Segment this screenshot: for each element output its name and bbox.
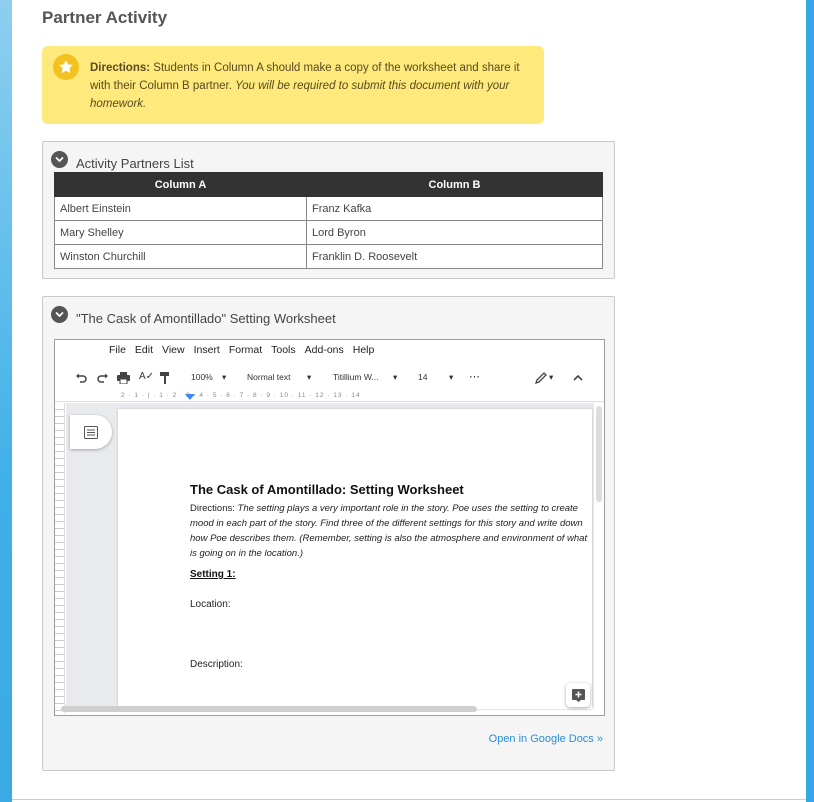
menu-help[interactable]: Help bbox=[352, 344, 375, 356]
chevron-down-icon bbox=[55, 311, 64, 318]
style-select[interactable]: Normal text bbox=[247, 372, 291, 382]
table-cell: Franz Kafka bbox=[307, 197, 603, 221]
pencil-icon[interactable] bbox=[535, 372, 547, 384]
zoom-select[interactable]: 100% bbox=[191, 372, 213, 382]
table-row bbox=[55, 221, 603, 245]
menu-addons[interactable]: Add-ons bbox=[304, 344, 344, 356]
doc-directions-label: Directions: bbox=[190, 503, 238, 514]
menu-insert[interactable]: Insert bbox=[193, 344, 220, 356]
paint-format-icon[interactable] bbox=[160, 372, 171, 384]
collapse-partners-button[interactable] bbox=[51, 151, 68, 168]
chevron-down-icon: ▾ bbox=[449, 372, 454, 382]
table-cell: Mary Shelley bbox=[55, 221, 307, 245]
indent-marker[interactable] bbox=[185, 394, 195, 400]
directions-callout bbox=[42, 46, 544, 124]
worksheet-title: "The Cask of Amontillado" Setting Worksheet bbox=[76, 311, 336, 326]
more-icon[interactable]: ⋯ bbox=[469, 371, 480, 383]
menu-edit[interactable]: Edit bbox=[134, 344, 154, 356]
document-outline-button[interactable] bbox=[70, 415, 112, 449]
horizontal-ruler bbox=[55, 392, 604, 402]
font-select[interactable]: Titillium W... bbox=[333, 372, 379, 382]
google-doc-embed[interactable] bbox=[54, 339, 605, 716]
table-header-row bbox=[55, 173, 603, 197]
redo-icon[interactable] bbox=[97, 373, 109, 383]
partners-title: Activity Partners List bbox=[76, 156, 194, 171]
horizontal-scrollbar[interactable] bbox=[61, 706, 477, 712]
directions-label: Directions: bbox=[90, 62, 151, 74]
table-cell: Lord Byron bbox=[307, 221, 603, 245]
directions-body: Students in Column A should make a copy of the worksheet and share it with their Column B partner. bbox=[90, 62, 520, 92]
directions-text bbox=[90, 59, 520, 113]
chevron-down-icon: ▾ bbox=[222, 372, 227, 382]
directions-italic: You will be required to submit this document with your homework. bbox=[90, 80, 510, 110]
menu-file[interactable]: File bbox=[109, 344, 126, 356]
doc-directions-text: The setting plays a very important role in the story. Poe uses the setting to create mood in each part of the story. Find three of the different settings for this story and write down how Poe describes them. (Remember, setting is also the atmosphere and environment of what is going on in the location.) bbox=[190, 503, 588, 559]
add-comment-icon bbox=[572, 689, 585, 702]
chevron-up-icon[interactable] bbox=[573, 374, 583, 381]
doc-location-label: Location: bbox=[190, 599, 231, 610]
column-a-header: Column A bbox=[55, 173, 307, 197]
doc-description-label: Description: bbox=[190, 659, 243, 670]
star-icon bbox=[53, 54, 79, 80]
page-title: Partner Activity bbox=[42, 8, 168, 27]
collapse-worksheet-button[interactable] bbox=[51, 306, 68, 323]
right-edge-bar bbox=[806, 0, 814, 802]
table-cell: Winston Churchill bbox=[55, 245, 307, 269]
chevron-down-icon bbox=[55, 156, 64, 163]
main-content bbox=[12, 0, 806, 800]
chevron-down-icon: ▾ bbox=[393, 372, 398, 382]
menu-tools[interactable]: Tools bbox=[271, 344, 296, 356]
undo-icon[interactable] bbox=[75, 373, 87, 383]
worksheet-panel bbox=[42, 296, 615, 771]
vertical-ruler bbox=[55, 403, 65, 713]
add-comment-button[interactable] bbox=[566, 683, 590, 707]
table-row bbox=[55, 245, 603, 269]
doc-heading: The Cask of Amontillado: Setting Worksheet bbox=[190, 482, 464, 497]
ruler-labels: 2 · 1 · | · 1 · 2 · 3 · 4 · 5 · 6 · 7 · 8 · 9 · 10 · 11 · 12 · 13 · 14 bbox=[121, 392, 361, 399]
open-in-google-docs-link[interactable]: Open in Google Docs » bbox=[488, 733, 603, 745]
table-cell: Franklin D. Roosevelt bbox=[307, 245, 603, 269]
menu-view[interactable]: View bbox=[162, 344, 185, 356]
partners-table bbox=[54, 172, 603, 269]
print-icon[interactable] bbox=[117, 372, 130, 384]
column-b-header: Column B bbox=[307, 173, 603, 197]
table-row bbox=[55, 197, 603, 221]
outline-icon bbox=[84, 426, 98, 439]
chevron-down-icon: ▾ bbox=[549, 372, 554, 382]
vertical-scrollbar[interactable] bbox=[596, 406, 602, 502]
doc-setting-heading: Setting 1: bbox=[190, 569, 236, 580]
partners-panel bbox=[42, 141, 615, 279]
menu-format[interactable]: Format bbox=[228, 344, 263, 356]
chevron-down-icon: ▾ bbox=[307, 372, 312, 382]
spellcheck-icon[interactable]: A✓ bbox=[139, 371, 155, 382]
doc-toolbar bbox=[55, 366, 604, 390]
doc-directions bbox=[190, 501, 592, 561]
table-cell: Albert Einstein bbox=[55, 197, 307, 221]
left-edge-bar bbox=[0, 0, 12, 802]
doc-menubar bbox=[109, 344, 374, 356]
font-size-select[interactable]: 14 bbox=[418, 372, 428, 382]
